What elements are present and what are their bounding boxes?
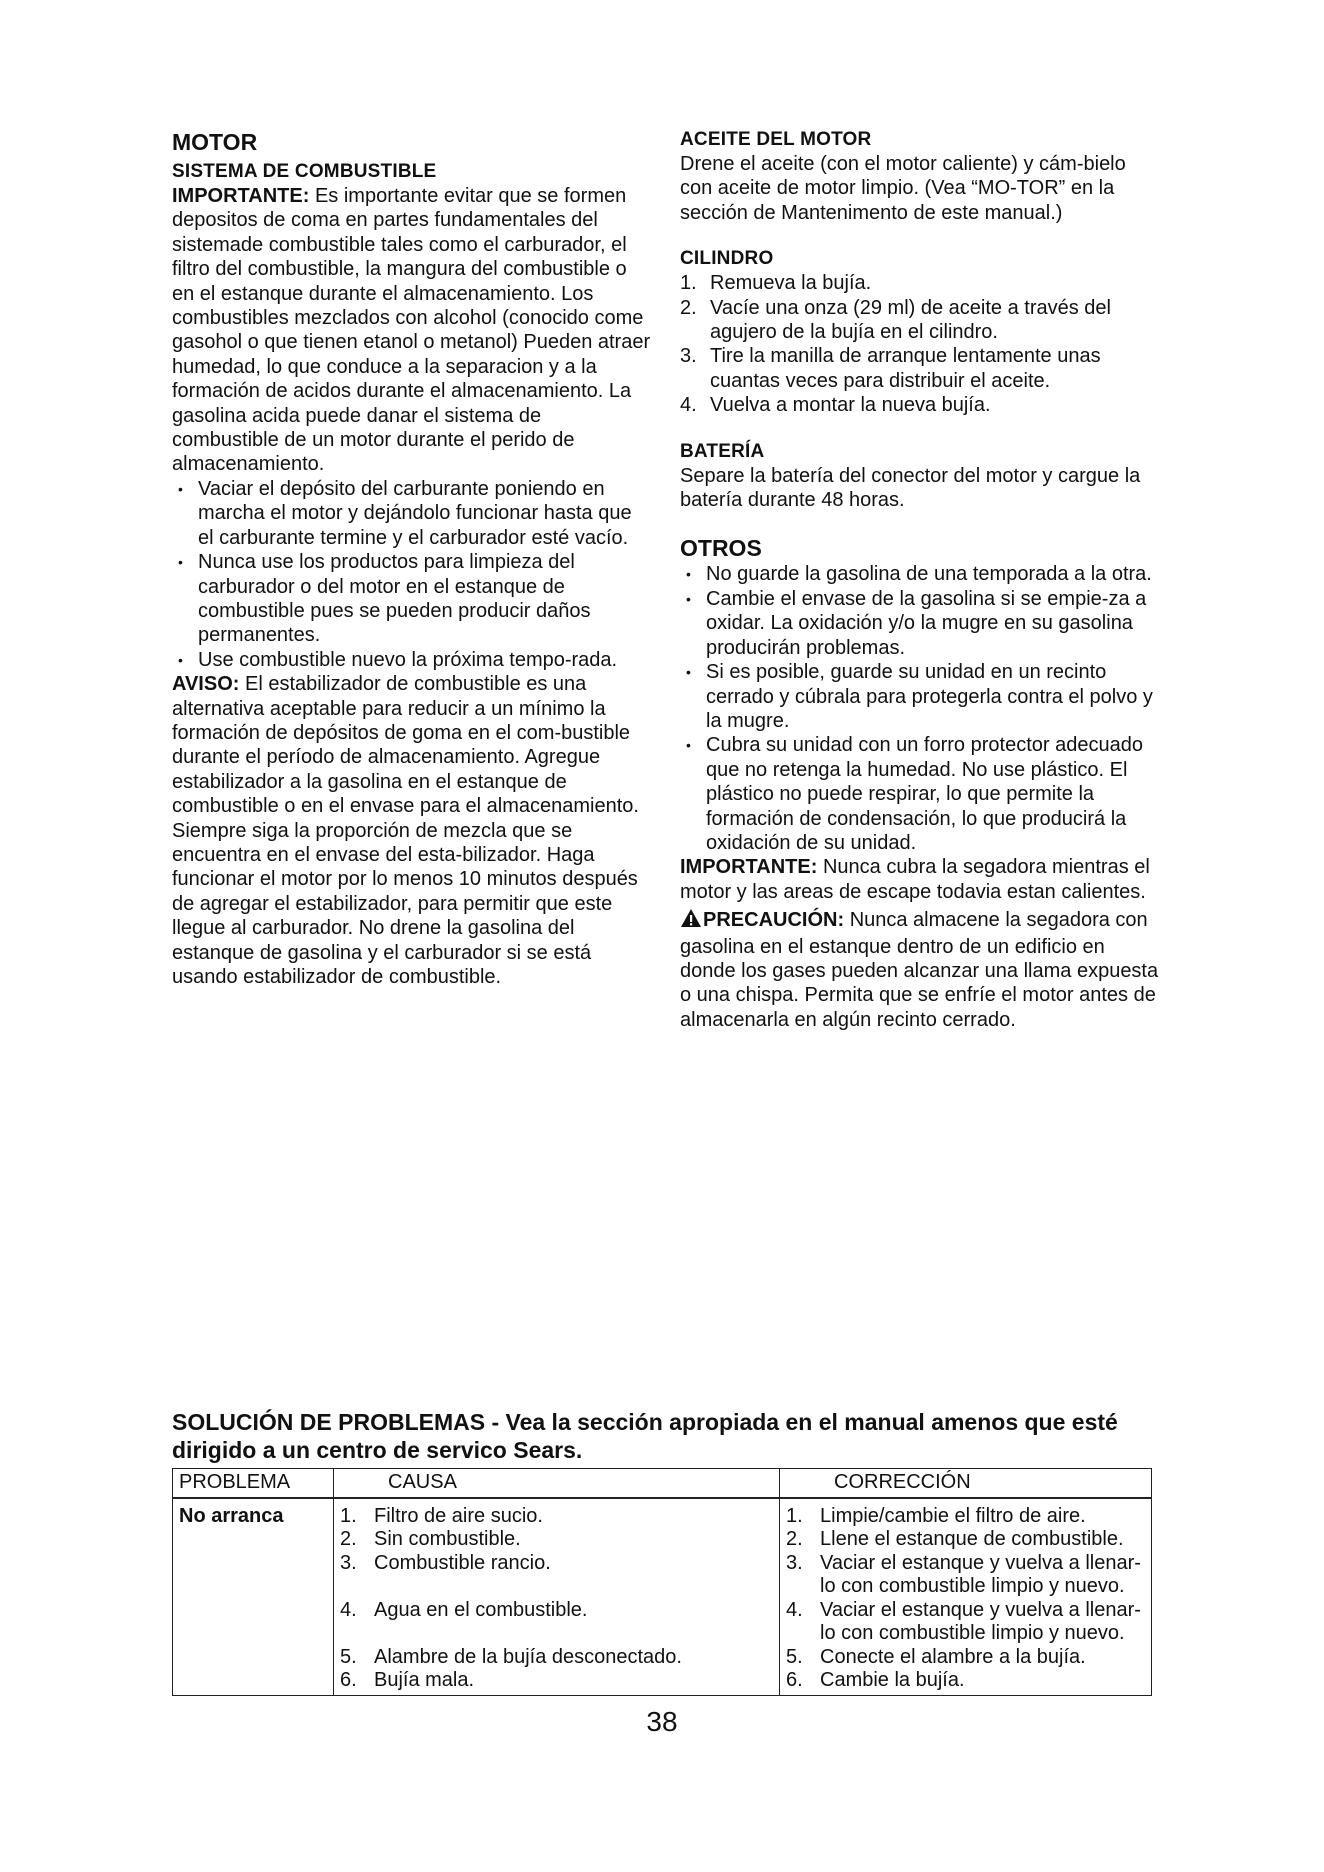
list-item: 6. Bujía mala. xyxy=(340,1669,475,1691)
warning-triangle-icon xyxy=(680,908,702,934)
subsection-title-engine-oil: ACEITE DEL MOTOR xyxy=(680,129,872,150)
list-item: 1. Filtro de aire sucio. xyxy=(340,1504,543,1527)
important-label: IMPORTANTE: xyxy=(172,185,310,207)
others-bullet-list xyxy=(680,562,1160,855)
important-paragraph xyxy=(172,184,652,477)
correction-cell xyxy=(780,1498,1152,1696)
list-item: • No guarde la gasolina de una temporada a la otra. xyxy=(680,562,1160,586)
table-header-row xyxy=(173,1469,1152,1498)
list-item: • Cambie el envase de la gasolina si se empie-za a oxidar. La oxidación y/o la mugre en su gasolina producirán problemas. xyxy=(680,587,1160,660)
list-item: 4. Vuelva a montar la nueva bujía. xyxy=(680,394,991,417)
notice-paragraph xyxy=(172,672,652,989)
troubleshooting-section xyxy=(172,1408,1158,1696)
subsection-title-battery: BATERÍA xyxy=(680,440,765,462)
right-column xyxy=(680,128,1160,1032)
problem-label: No arranca xyxy=(179,1504,284,1527)
list-item: 1. Limpie/cambie el filtro de aire. xyxy=(786,1504,1086,1527)
page-number: 38 xyxy=(646,1706,678,1737)
correction-list xyxy=(786,1505,1145,1693)
troubleshooting-title: SOLUCIÓN DE PROBLEMAS - Vea la sección apropiada en el manual amenos que esté dirigido a un centro de servico Sears. xyxy=(172,1409,1118,1463)
cylinder-steps-list xyxy=(680,271,1160,417)
fuel-bullet-list xyxy=(172,477,652,672)
engine-oil-text: Drene el aceite (con el motor caliente) y cám-bielo con aceite de motor limpio. (Vea “MO-TOR” en la sección de Mantenimento de este manual.) xyxy=(680,153,1126,224)
list-item: 2. Sin combustible. xyxy=(340,1528,521,1550)
troubleshooting-table xyxy=(172,1468,1152,1696)
important-text: Es importante evitar que se formen depositos de coma en partes fundamentales del sistemade combustible tales como el carburador, el filtro del combustible, la mangura del combustible o en el estanque durante el almacenamiento. Los combustibles mezclados con alcohol (conocido come gasohol o que tienen etanol o metanol) Pueden atraer humedad, lo que conduce a la separacion y a la formación de acidos durante el almacenamiento. La gasolina acida puede danar el sistema de combustible de un motor durante el perido de almacenamiento. xyxy=(172,185,651,476)
section-title-motor: MOTOR xyxy=(172,129,258,155)
list-item: 4. Vaciar el estanque y vuelva a llenar-lo con combustible limpio y nuevo. xyxy=(786,1598,1141,1644)
important-text: Nunca cubra la segadora mientras el motor y las areas de escape todavia estan calientes. xyxy=(680,856,1150,903)
list-item: 5. Alambre de la bujía desconectado. xyxy=(340,1645,682,1668)
list-item: 1. Remueva la bujía. xyxy=(680,272,872,295)
table-row xyxy=(173,1498,1152,1696)
cause-cell xyxy=(334,1498,780,1696)
list-item: 6. Cambie la bujía. xyxy=(786,1669,965,1691)
list-item: 3. Combustible rancio. xyxy=(340,1551,551,1574)
subsection-title-cylinder: CILINDRO xyxy=(680,248,774,270)
list-item: • Vaciar el depósito del carburante poniendo en marcha el motor y dejándolo funcionar hasta que el carburante termine y el carburador esté vacío. xyxy=(172,477,652,550)
list-item: 5. Conecte el alambre a la bujía. xyxy=(786,1645,1086,1668)
problem-cell xyxy=(173,1498,334,1696)
list-item: • Nunca use los productos para limpieza del carburador o del motor en el estanque de combustible pues se pueden producir daños permanentes. xyxy=(172,550,652,648)
header-problem: PROBLEMA xyxy=(173,1469,334,1498)
cause-list xyxy=(340,1505,773,1693)
section-title-others: OTROS xyxy=(680,535,762,562)
list-item: 3. Tire la manilla de arranque lentamente unas cuantas veces para distribuir el aceite. xyxy=(680,345,1101,392)
important-paragraph xyxy=(680,855,1160,904)
header-correction: CORRECCIÓN xyxy=(780,1469,1152,1498)
caution-text: Nunca almacene la segadora con gasolina en el estanque dentro de un edificio en donde los gases pueden alcanzar una llama expuesta o una chispa. Permita que se enfríe el motor antes de almacenarla en algún recinto cerrado. xyxy=(680,909,1159,1031)
header-cause: CAUSA xyxy=(334,1469,780,1498)
list-item: 2. Vacíe una onza (29 ml) de aceite a través del agujero de la bujía en el cilindro. xyxy=(680,296,1111,344)
caution-paragraph xyxy=(680,908,1160,1032)
notice-text: El estabilizador de combustible es una alternativa aceptable para reducir a un mínimo la formación de depósitos de goma en el com-bustible durante el período de almacenamiento. Agregue estabilizador a la gasolina en el estanque de combustible o en el envase para el almacenamiento. Siempre siga la proporción de mezcla que se encuentra en el envase del esta-bilizador. Haga funcionar el motor por lo menos 10 minutos después de agregar el estabilizador, para permitir que este llegue al carburador. No drene la gasolina del estanque de gasolina y el carburador si se está usando estabilizador de combustible. xyxy=(172,673,639,988)
caution-label: PRECAUCIÓN: xyxy=(703,909,845,932)
battery-text: Separe la batería del conector del motor y cargue la batería durante 48 horas. xyxy=(680,464,1141,512)
list-item: • Cubra su unidad con un forro protector adecuado que no retenga la humedad. No use plástico. El plástico no puede respirar, lo que permite la formación de condensación, lo que producirá la oxidación de su unidad. xyxy=(680,733,1160,855)
list-item: 3. Vaciar el estanque y vuelva a llenar-lo con combustible limpio y nuevo. xyxy=(786,1551,1141,1597)
subsection-title-fuel-system: SISTEMA DE COMBUSTIBLE xyxy=(172,161,437,182)
list-item: 4. Agua en el combustible. xyxy=(340,1598,588,1621)
left-column xyxy=(172,128,652,989)
notice-label: AVISO: xyxy=(172,673,240,696)
list-item: • Use combustible nuevo la próxima tempo-rada. xyxy=(172,648,652,672)
list-item: • Si es posible, guarde su unidad en un recinto cerrado y cúbrala para protegerla contra el polvo y la mugre. xyxy=(680,660,1160,733)
important-label: IMPORTANTE: xyxy=(680,856,818,879)
list-item: 2. Llene el estanque de combustible. xyxy=(786,1528,1124,1550)
